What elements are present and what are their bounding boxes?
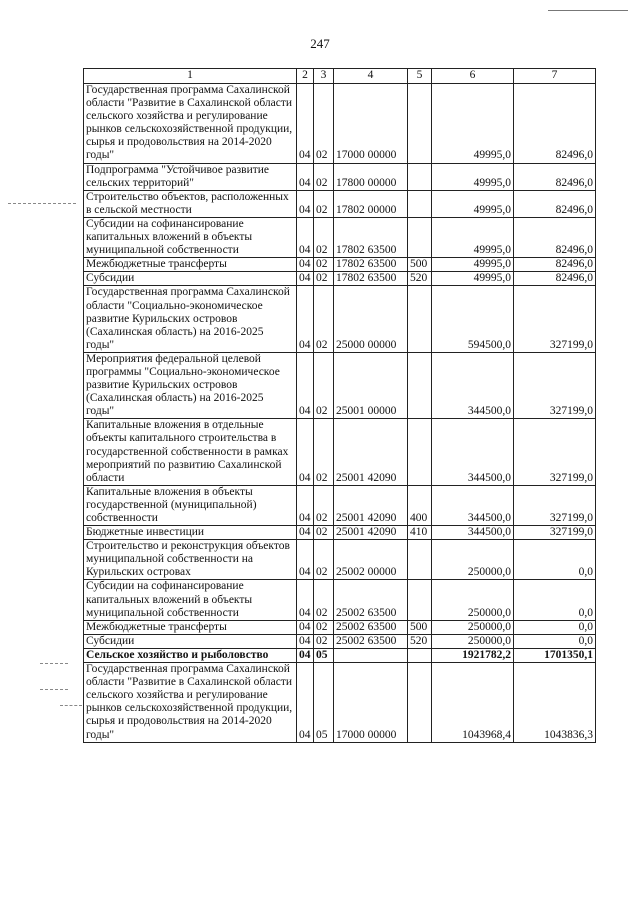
- top-rule: [548, 10, 628, 11]
- row-amount-second: 0,0: [514, 634, 596, 648]
- row-amount-first: 344500,0: [432, 419, 514, 485]
- table-row: [84, 648, 596, 662]
- row-target-article: 25000 00000: [334, 286, 408, 352]
- row-expense-type: 520: [408, 634, 432, 648]
- row-subsection-code: 02: [314, 84, 334, 164]
- row-name: Строительство и реконструкция объектов муниципальной собственности на Курильских островах: [84, 540, 297, 580]
- row-subsection-code: 02: [314, 419, 334, 485]
- row-expense-type: [408, 286, 432, 352]
- row-subsection-code: 02: [314, 217, 334, 257]
- row-name: Государственная программа Сахалинской области "Развитие в Сахалинской области сельского хозяйства и регулирование рынков сельскохозяйственной продукции, сырья и продовольствия на 2014-2020 годы": [84, 663, 297, 743]
- row-subsection-code: 02: [314, 272, 334, 286]
- page-number: 247: [310, 36, 330, 51]
- row-target-article: 25001 42090: [334, 526, 408, 540]
- table-row: [84, 272, 596, 286]
- row-expense-type: 400: [408, 485, 432, 525]
- table-row: [84, 352, 596, 418]
- row-name: Субсидии: [84, 272, 297, 286]
- row-subsection-code: 05: [314, 663, 334, 743]
- row-amount-first: 344500,0: [432, 352, 514, 418]
- budget-table: [83, 68, 596, 743]
- row-section-code: 04: [297, 634, 314, 648]
- row-amount-second: 0,0: [514, 580, 596, 620]
- row-amount-first: 49995,0: [432, 84, 514, 164]
- row-amount-second: 0,0: [514, 540, 596, 580]
- row-name: Мероприятия федеральной целевой программы "Социально-экономическое развитие Курильских островов (Сахалинская область) на 2016-2025 годы": [84, 352, 297, 418]
- row-section-code: 04: [297, 286, 314, 352]
- row-name: Субсидии: [84, 634, 297, 648]
- header-cell: 6: [432, 69, 514, 84]
- row-amount-first: 49995,0: [432, 190, 514, 217]
- row-target-article: 17802 00000: [334, 190, 408, 217]
- row-name: Государственная программа Сахалинской области "Социально-экономическое развитие Курильских островов (Сахалинская область) на 2016-2025 годы": [84, 286, 297, 352]
- row-section-code: 04: [297, 526, 314, 540]
- header-cell: 7: [514, 69, 596, 84]
- row-amount-second: 327199,0: [514, 526, 596, 540]
- row-target-article: 25002 63500: [334, 620, 408, 634]
- table-row: [84, 580, 596, 620]
- table-row: [84, 485, 596, 525]
- row-amount-second: 82496,0: [514, 84, 596, 164]
- row-section-code: 04: [297, 352, 314, 418]
- table-row: [84, 526, 596, 540]
- row-section-code: 04: [297, 272, 314, 286]
- row-name: Субсидии на софинансирование капитальных вложений в объекты муниципальной собственности: [84, 580, 297, 620]
- header-cell: 4: [334, 69, 408, 84]
- header-row: [84, 69, 596, 84]
- header-cell: 3: [314, 69, 334, 84]
- scan-mark: [40, 663, 68, 664]
- row-target-article: 25002 00000: [334, 540, 408, 580]
- row-target-article: 17802 63500: [334, 217, 408, 257]
- table-row: [84, 190, 596, 217]
- row-amount-second: 82496,0: [514, 258, 596, 272]
- header-cell: 1: [84, 69, 297, 84]
- row-subsection-code: 02: [314, 526, 334, 540]
- row-section-code: 04: [297, 84, 314, 164]
- row-name: Межбюджетные трансферты: [84, 258, 297, 272]
- row-expense-type: [408, 419, 432, 485]
- row-subsection-code: 02: [314, 352, 334, 418]
- row-target-article: [334, 648, 408, 662]
- row-section-code: 04: [297, 163, 314, 190]
- row-amount-second: 327199,0: [514, 352, 596, 418]
- row-section-code: 04: [297, 648, 314, 662]
- table-row: [84, 84, 596, 164]
- table-row: [84, 540, 596, 580]
- row-amount-first: 250000,0: [432, 580, 514, 620]
- row-amount-first: 344500,0: [432, 526, 514, 540]
- row-expense-type: 500: [408, 258, 432, 272]
- scan-mark: [8, 203, 76, 204]
- row-target-article: 25002 63500: [334, 580, 408, 620]
- table-row: [84, 634, 596, 648]
- header-cell: 2: [297, 69, 314, 84]
- row-amount-second: 1043836,3: [514, 663, 596, 743]
- row-expense-type: [408, 663, 432, 743]
- scan-mark: [60, 705, 82, 706]
- row-amount-first: 49995,0: [432, 217, 514, 257]
- row-target-article: 17802 63500: [334, 258, 408, 272]
- row-expense-type: [408, 648, 432, 662]
- row-expense-type: 520: [408, 272, 432, 286]
- row-amount-second: 327199,0: [514, 286, 596, 352]
- row-target-article: 25001 42090: [334, 419, 408, 485]
- scan-mark: [40, 689, 68, 690]
- row-section-code: 04: [297, 663, 314, 743]
- row-amount-first: 250000,0: [432, 634, 514, 648]
- table-row: [84, 419, 596, 485]
- header-cell: 5: [408, 69, 432, 84]
- row-amount-first: 250000,0: [432, 620, 514, 634]
- row-subsection-code: 02: [314, 163, 334, 190]
- row-name: Межбюджетные трансферты: [84, 620, 297, 634]
- row-expense-type: [408, 217, 432, 257]
- row-target-article: 25002 63500: [334, 634, 408, 648]
- row-section-code: 04: [297, 580, 314, 620]
- row-target-article: 25001 00000: [334, 352, 408, 418]
- row-name: Бюджетные инвестиции: [84, 526, 297, 540]
- row-amount-second: 327199,0: [514, 485, 596, 525]
- row-name: Капитальные вложения в отдельные объекты капитального строительства в государственной собственности в рамках мероприятий по развитию Сахалинской области: [84, 419, 297, 485]
- row-target-article: 17800 00000: [334, 163, 408, 190]
- row-amount-first: 49995,0: [432, 272, 514, 286]
- row-section-code: 04: [297, 620, 314, 634]
- row-subsection-code: 02: [314, 540, 334, 580]
- row-expense-type: 500: [408, 620, 432, 634]
- row-amount-first: 49995,0: [432, 163, 514, 190]
- row-name: Субсидии на софинансирование капитальных вложений в объекты муниципальной собственности: [84, 217, 297, 257]
- row-expense-type: 410: [408, 526, 432, 540]
- row-name: Сельское хозяйство и рыболовство: [84, 648, 297, 662]
- row-target-article: 17802 63500: [334, 272, 408, 286]
- row-amount-second: 82496,0: [514, 217, 596, 257]
- row-section-code: 04: [297, 540, 314, 580]
- row-expense-type: [408, 163, 432, 190]
- table-row: [84, 620, 596, 634]
- row-name: Капитальные вложения в объекты государственной (муниципальной) собственности: [84, 485, 297, 525]
- row-name: Строительство объектов, расположенных в сельской местности: [84, 190, 297, 217]
- row-section-code: 04: [297, 190, 314, 217]
- row-name: Подпрограмма "Устойчивое развитие сельских территорий": [84, 163, 297, 190]
- row-section-code: 04: [297, 485, 314, 525]
- row-amount-second: 82496,0: [514, 163, 596, 190]
- row-subsection-code: 02: [314, 485, 334, 525]
- row-target-article: 25001 42090: [334, 485, 408, 525]
- row-section-code: 04: [297, 258, 314, 272]
- row-amount-second: 0,0: [514, 620, 596, 634]
- row-amount-second: 1701350,1: [514, 648, 596, 662]
- row-subsection-code: 02: [314, 580, 334, 620]
- table-row: [84, 258, 596, 272]
- row-name: Государственная программа Сахалинской области "Развитие в Сахалинской области сельского хозяйства и регулирование рынков сельскохозяйственной продукции, сырья и продовольствия на 2014-2020 годы": [84, 84, 297, 164]
- row-subsection-code: 02: [314, 190, 334, 217]
- row-expense-type: [408, 84, 432, 164]
- table-row: [84, 663, 596, 743]
- row-amount-first: 594500,0: [432, 286, 514, 352]
- row-section-code: 04: [297, 419, 314, 485]
- row-target-article: 17000 00000: [334, 84, 408, 164]
- table-row: [84, 163, 596, 190]
- table-row: [84, 286, 596, 352]
- row-target-article: 17000 00000: [334, 663, 408, 743]
- row-expense-type: [408, 190, 432, 217]
- table-row: [84, 217, 596, 257]
- row-subsection-code: 05: [314, 648, 334, 662]
- row-amount-first: 49995,0: [432, 258, 514, 272]
- row-expense-type: [408, 352, 432, 418]
- row-amount-first: 1043968,4: [432, 663, 514, 743]
- row-expense-type: [408, 540, 432, 580]
- row-amount-first: 1921782,2: [432, 648, 514, 662]
- row-subsection-code: 02: [314, 620, 334, 634]
- row-subsection-code: 02: [314, 286, 334, 352]
- row-amount-first: 250000,0: [432, 540, 514, 580]
- row-amount-second: 82496,0: [514, 190, 596, 217]
- row-amount-second: 82496,0: [514, 272, 596, 286]
- row-amount-second: 327199,0: [514, 419, 596, 485]
- row-subsection-code: 02: [314, 634, 334, 648]
- row-amount-first: 344500,0: [432, 485, 514, 525]
- row-expense-type: [408, 580, 432, 620]
- row-section-code: 04: [297, 217, 314, 257]
- row-subsection-code: 02: [314, 258, 334, 272]
